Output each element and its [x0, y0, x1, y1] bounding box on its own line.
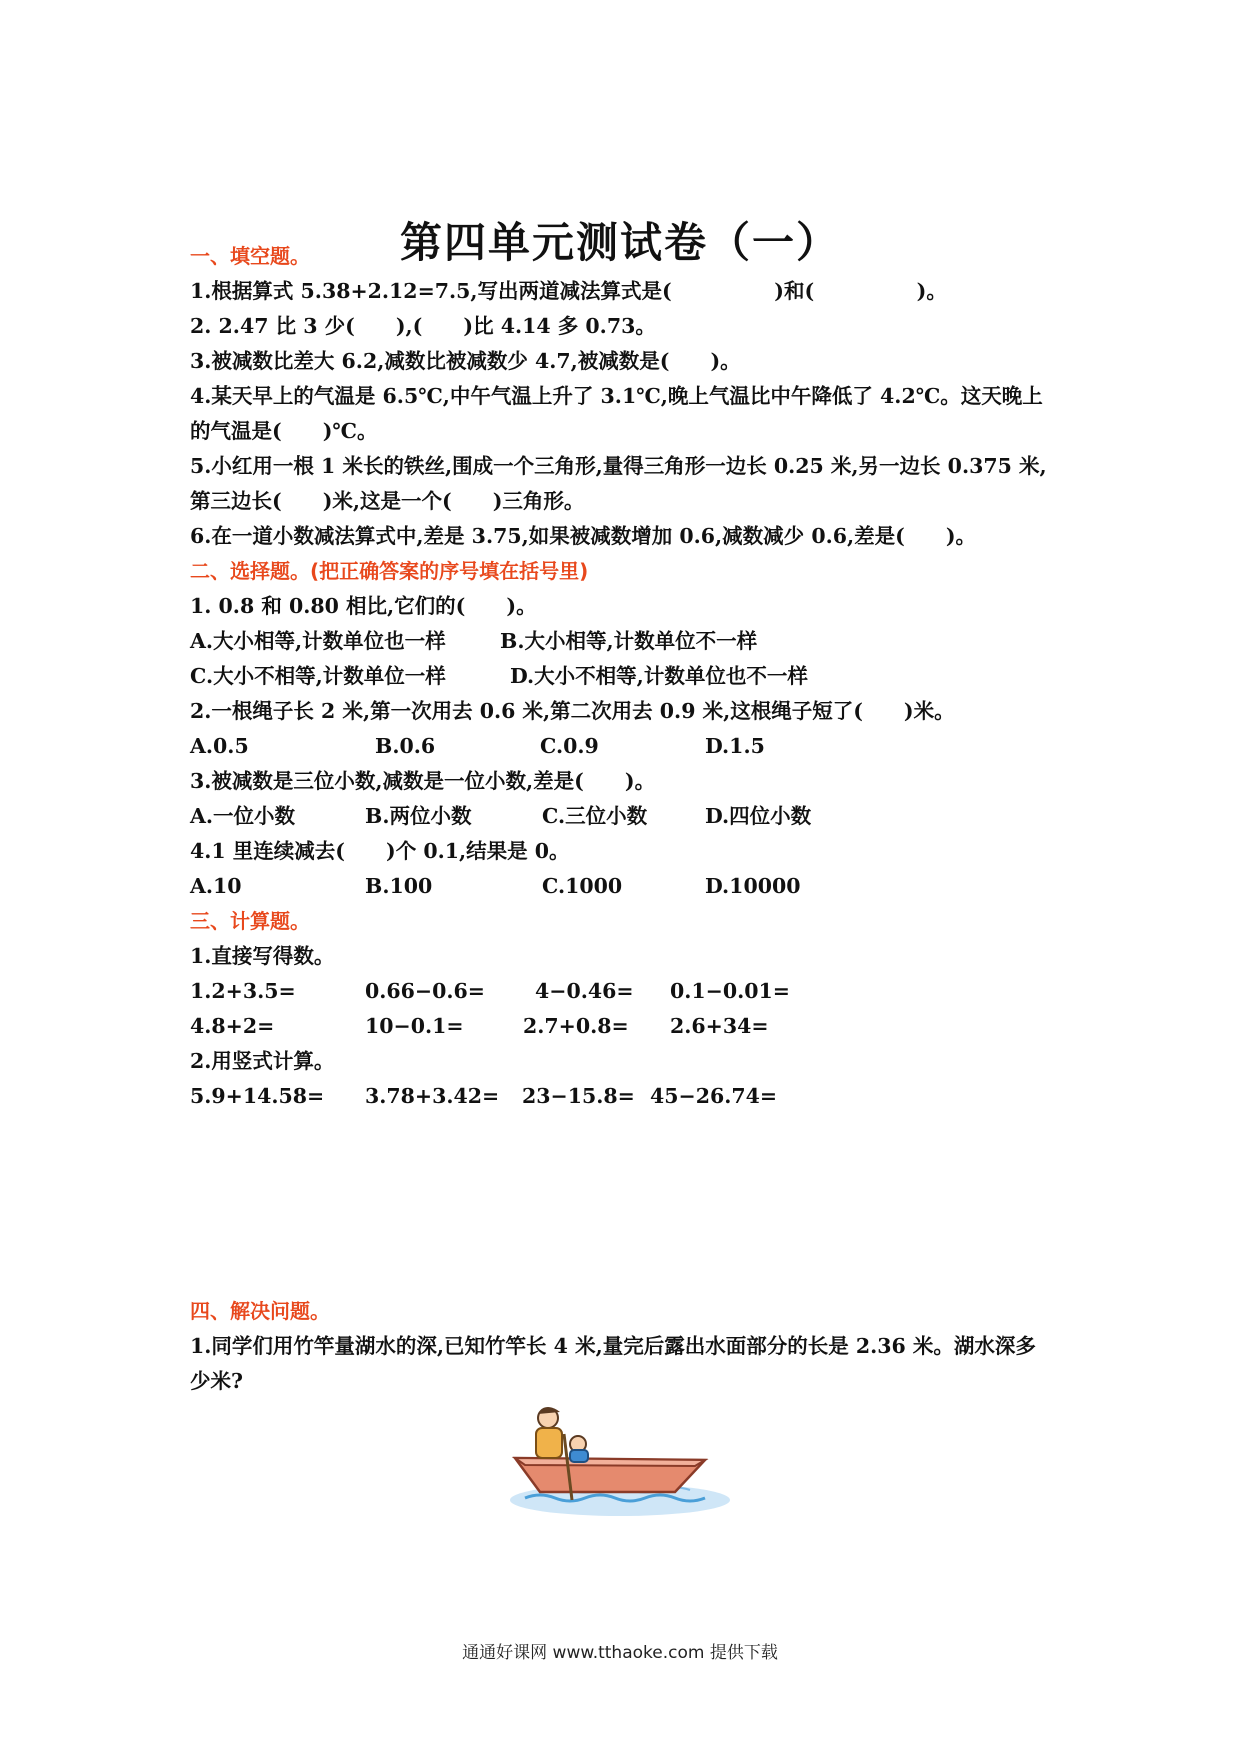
- question-solve-1a: 1.同学们用竹竿量湖水的深,已知竹竿长 4 米,量完后露出水面部分的长是 2.36 米。湖水深多: [190, 1334, 1036, 1358]
- question-fill-2: 2. 2.47 比 3 少( ),( )比 4.14 多 0.73。: [190, 314, 656, 338]
- calc-part-1: 1.直接写得数。: [190, 944, 335, 968]
- child-body: [570, 1450, 588, 1462]
- calc-item: 10−0.1=: [365, 1014, 464, 1038]
- option-choice-2-c: C.0.9: [540, 734, 599, 758]
- option-choice-4-a: A.10: [190, 874, 242, 898]
- adult-body: [536, 1428, 562, 1458]
- calc-item: 4−0.46=: [535, 979, 634, 1003]
- option-choice-1-c: C.大小不相等,计数单位一样: [190, 664, 446, 688]
- option-choice-4-c: C.1000: [542, 874, 623, 898]
- section-heading-choice: 二、选择题。(把正确答案的序号填在括号里): [190, 559, 589, 583]
- section-heading-fill: 一、填空题。: [190, 244, 310, 268]
- boat-illustration: [500, 1400, 740, 1520]
- calc-item: 2.7+0.8=: [523, 1014, 629, 1038]
- question-choice-1: 1. 0.8 和 0.80 相比,它们的( )。: [190, 594, 537, 618]
- question-choice-3: 3.被减数是三位小数,减数是一位小数,差是( )。: [190, 769, 656, 793]
- calc-item: 5.9+14.58=: [190, 1084, 325, 1108]
- option-choice-3-a: A.一位小数: [190, 804, 296, 828]
- question-fill-4a: 4.某天早上的气温是 6.5℃,中午气温上升了 3.1℃,晚上气温比中午降低了 4.2℃。这天晚上: [190, 384, 1043, 408]
- option-choice-4-d: D.10000: [705, 874, 801, 898]
- section-heading-solve: 四、解决问题。: [190, 1299, 330, 1323]
- calc-item: 1.2+3.5=: [190, 979, 296, 1003]
- question-fill-3: 3.被减数比差大 6.2,减数比被减数少 4.7,被减数是( )。: [190, 349, 741, 373]
- option-choice-3-b: B.两位小数: [365, 804, 472, 828]
- question-fill-1: 1.根据算式 5.38+2.12=7.5,写出两道减法算式是( )和( )。: [190, 279, 947, 303]
- option-choice-3-d: D.四位小数: [705, 804, 812, 828]
- question-choice-4: 4.1 里连续减去( )个 0.1,结果是 0。: [190, 839, 570, 863]
- calc-row-3: [190, 1082, 778, 1222]
- calc-item: 0.1−0.01=: [670, 979, 790, 1003]
- section-heading-calc: 三、计算题。: [190, 909, 310, 933]
- question-fill-5b: 第三边长( )米,这是一个( )三角形。: [190, 489, 585, 513]
- option-choice-2-d: D.1.5: [705, 734, 765, 758]
- calc-item: 2.6+34=: [670, 1014, 769, 1038]
- footer-text: 通通好课网 www.tthaoke.com 提供下载: [462, 1643, 778, 1663]
- calc-item: 0.66−0.6=: [365, 979, 485, 1003]
- option-choice-2-b: B.0.6: [375, 734, 436, 758]
- question-fill-5a: 5.小红用一根 1 米长的铁丝,围成一个三角形,量得三角形一边长 0.25 米,另一边长 0.375 米,: [190, 454, 1047, 478]
- option-choice-3-c: C.三位小数: [542, 804, 648, 828]
- calc-item: 3.78+3.42=: [365, 1084, 500, 1108]
- boat-rim: [515, 1458, 705, 1466]
- option-choice-1-d: D.大小不相等,计数单位也不一样: [510, 664, 808, 688]
- question-solve-1b: 少米?: [190, 1369, 244, 1393]
- calc-part-2: 2.用竖式计算。: [190, 1049, 335, 1073]
- calc-item: 45−26.74=: [650, 1084, 778, 1108]
- question-fill-6: 6.在一道小数减法算式中,差是 3.75,如果被减数增加 0.6,减数减少 0.6,差是( )。: [190, 524, 977, 548]
- calc-item: 4.8+2=: [190, 1014, 275, 1038]
- calc-item: 23−15.8=: [522, 1084, 635, 1108]
- option-choice-1-b: B.大小相等,计数单位不一样: [500, 629, 758, 653]
- option-choice-4-b: B.100: [365, 874, 433, 898]
- question-fill-4b: 的气温是( )℃。: [190, 419, 378, 443]
- option-choice-1-a: A.大小相等,计数单位也一样: [190, 629, 446, 653]
- option-choice-2-a: A.0.5: [190, 734, 249, 758]
- question-choice-2: 2.一根绳子长 2 米,第一次用去 0.6 米,第二次用去 0.9 米,这根绳子短了( )米。: [190, 699, 955, 723]
- page-title: 第四单元测试卷（一）: [399, 218, 840, 267]
